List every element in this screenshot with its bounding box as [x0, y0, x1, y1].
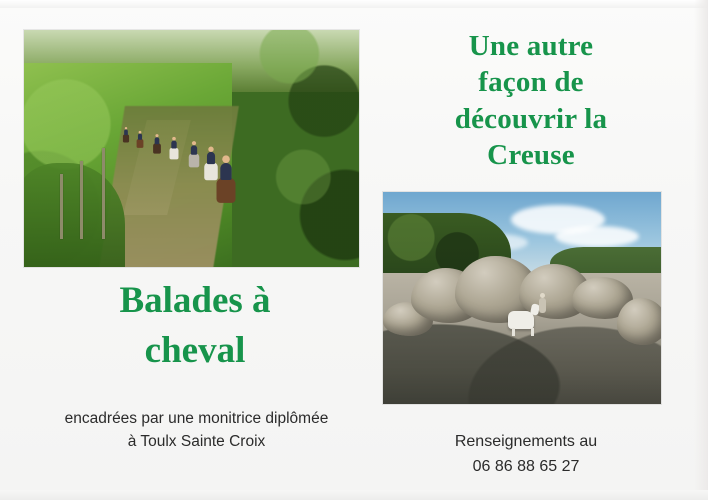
headline-line-1: Une autre [468, 30, 594, 62]
paper-edge-bottom [0, 490, 708, 500]
fence-posts [58, 144, 125, 239]
photo-riders-on-trail [24, 30, 359, 267]
person-standing [539, 298, 546, 313]
cloud [555, 226, 638, 247]
rider-on-horse [216, 178, 235, 203]
main-title-line-2: cheval [144, 329, 246, 371]
poster-subtitle [24, 407, 369, 454]
rider-on-horse [170, 148, 179, 160]
contact-phone-number: 06 86 88 65 27 [472, 457, 580, 475]
headline-line-2: façon de [478, 66, 584, 99]
rider-on-horse [204, 163, 218, 181]
subtitle-line-1: encadrées par une monitrice diplômée [64, 410, 329, 427]
headline-line-3: découvrir la [454, 102, 608, 135]
paper-edge-right [694, 0, 708, 500]
rider-on-horse [153, 143, 161, 153]
boulder [617, 298, 661, 345]
subtitle-line-2: à Toulx Sainte Croix [127, 433, 266, 451]
poster-main-title [30, 276, 360, 376]
main-title-line-1: Balades à [119, 280, 271, 321]
rider-on-horse [137, 139, 144, 148]
rider-on-horse [188, 154, 199, 168]
rider-on-horse [123, 135, 129, 143]
rider-group [118, 125, 279, 248]
paper-edge-top [0, 0, 708, 8]
contact-block [396, 430, 656, 480]
headline-line-4: Creuse [487, 138, 575, 171]
poster-headline [388, 28, 674, 173]
white-horse [508, 311, 534, 329]
contact-label: Renseignements au [454, 433, 598, 450]
photo-granite-boulders [383, 192, 661, 404]
